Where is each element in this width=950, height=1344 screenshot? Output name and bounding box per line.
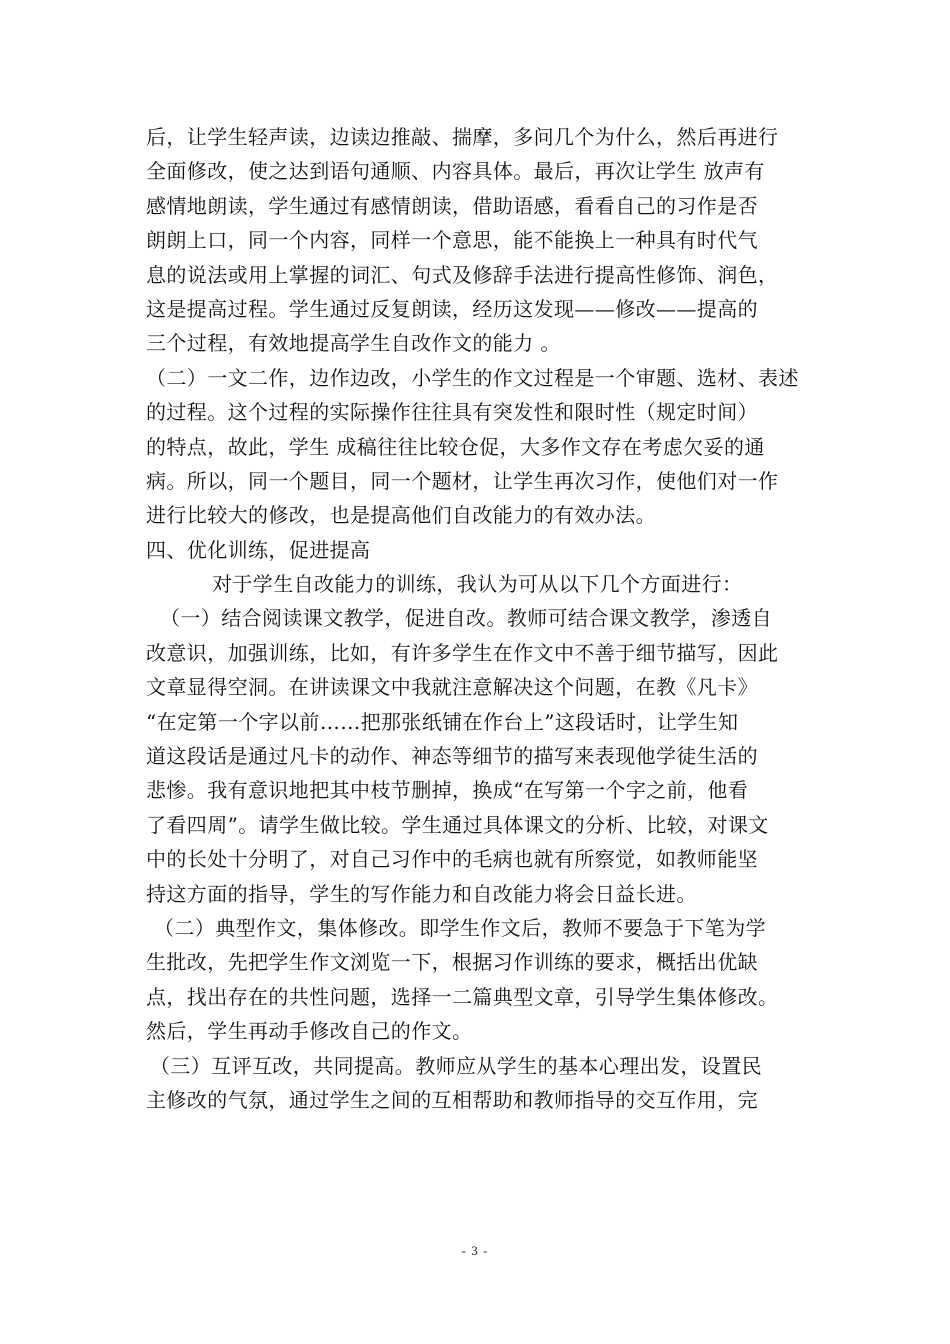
text-line: 道这段话是通过凡卡的动作、神态等细节的描写来表现他学徒生活的 (146, 744, 758, 769)
section-heading: 四、优化训练，促进提高 (146, 537, 371, 562)
text-line: 这是提高过程。学生通过反复朗读，经历这发现——修改——提高的 (146, 296, 758, 321)
text-line: 进行比较大的修改，也是提高他们自改能力的有效办法。 (146, 503, 656, 528)
text-line: 感情地朗读，学生通过有感情朗读，借助语感，看看自己的习作是否 (146, 193, 758, 218)
text-line: 中的长处十分明了，对自己习作中的毛病也就有所察觉，如教师能坚 (146, 847, 758, 872)
text-line: 主修改的气氛，通过学生之间的互相帮助和教师指导的交互作用，完 (146, 1087, 758, 1112)
text-line: 病。所以，同一个题目，同一个题材，让学生再次习作，使他们对一作 (146, 468, 779, 493)
text-line: “在定第一个字以前……把那张纸铺在作台上”这段话时，让学生知 (146, 709, 739, 734)
text-line: 持这方面的指导，学生的写作能力和自改能力将会日益长进。 (146, 881, 697, 906)
text-line: （一）结合阅读课文教学，促进自改。教师可结合课文教学，渗透自 (160, 606, 772, 631)
text-line: 息的说法或用上掌握的词汇、句式及修辞手法进行提高性修饰、润色， (146, 262, 779, 287)
text-line: 文章显得空洞。在讲读课文中我就注意解决这个问题，在教《凡卡》 (146, 675, 758, 700)
body-text (146, 120, 816, 1117)
text-line: 朗朗上口，同一个内容，同样一个意思，能不能换上一种具有时代气 (146, 228, 758, 253)
text-line: 了看四周”。请学生做比较。学生通过具体课文的分析、比较，对课文 (146, 812, 769, 837)
text-line: 对于学生自改能力的训练，我认为可从以下几个方面进行： (212, 572, 743, 597)
text-line: 悲惨。我有意识地把其中枝节删掉，换成“在写第一个字之前，他看 (146, 778, 749, 803)
text-line: 三个过程，有效地提高学生自改作文的能力 。 (146, 331, 561, 356)
text-line: 生批改，先把学生作文浏览一下，根据习作训练的要求，概括出优缺 (146, 950, 758, 975)
text-line: 然后，学生再动手修改自己的作文。 (146, 1019, 473, 1044)
text-line: 的特点，故此，学生 成稿往往比较仓促，大多作文存在考虑欠妥的通 (146, 434, 765, 459)
text-line: 后，让学生轻声读，边读边推敲、揣摩，多问几个为什么，然后再进行 (146, 125, 779, 149)
text-line: 全面修改，使之达到语句通顺、内容具体。最后，再次让学生 放声有 (146, 159, 765, 184)
text-line: 点，找出存在的共性问题，选择一二篇典型文章，引导学生集体修改。 (146, 984, 779, 1009)
text-line: 的过程。这个过程的实际操作往往具有突发性和限时性（规定时间） (146, 400, 758, 425)
text-line: （二）一文二作，边作边改，小学生的作文过程是一个审题、选材、表述 (146, 365, 799, 390)
text-line: 改意识，加强训练，比如，有许多学生在作文中不善于细节描写，因此 (146, 640, 779, 665)
page-number: - 3 - (461, 1243, 489, 1258)
text-line: （三）互评互改，共同提高。教师应从学生的基本心理出发，设置民 (150, 1053, 762, 1078)
text-line: （二）典型作文，集体修改。即学生作文后，教师不要急于下笔为学 (154, 915, 766, 940)
